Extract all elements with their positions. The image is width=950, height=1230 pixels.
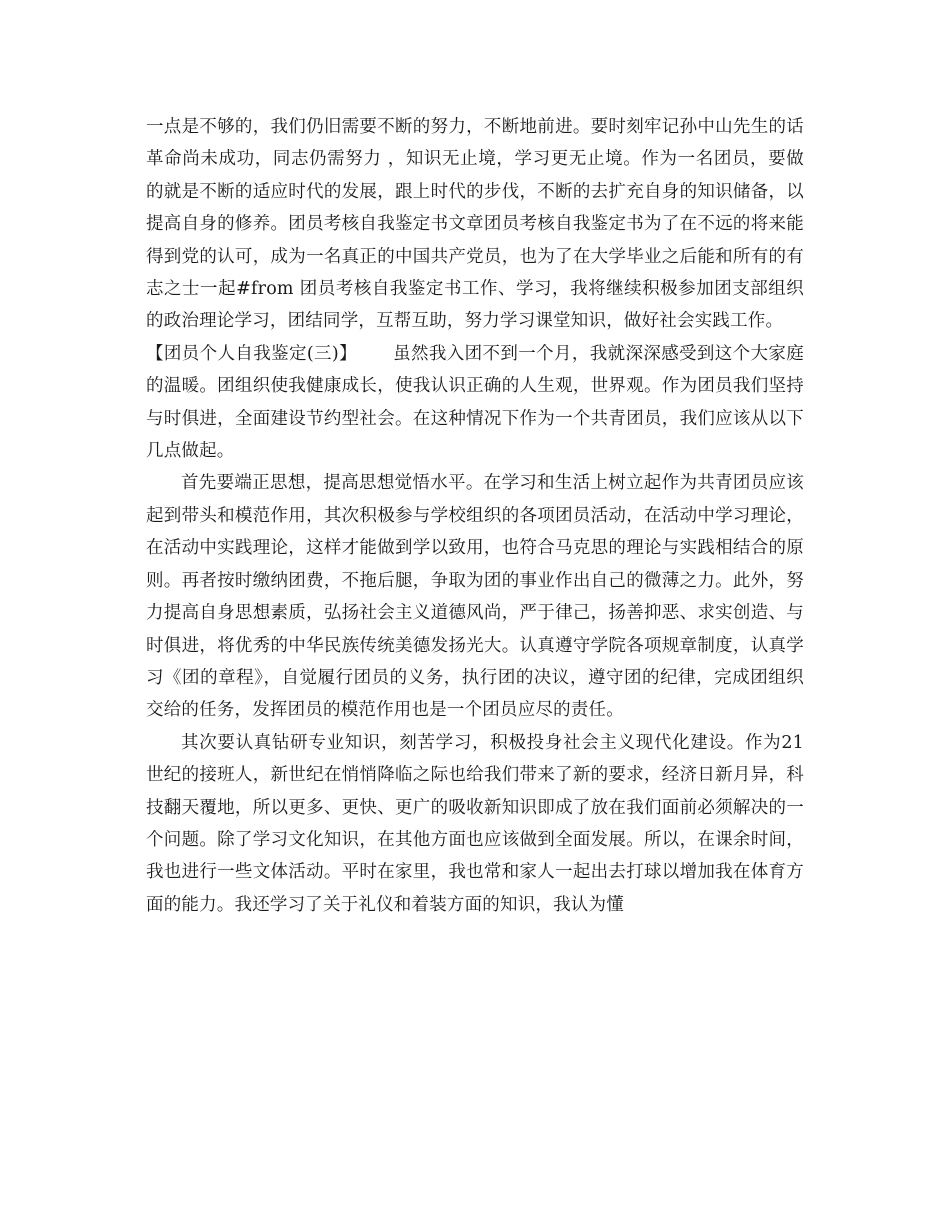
paragraph-2 [146, 338, 804, 468]
paragraph-4: 其次要认真钻研专业知识，刻苦学习，积极投身社会主义现代化建设。作为21世纪的接班人，新世纪在悄悄降临之际也给我们带来了新的要求，经济日新月异，科技翻天覆地，所以更多、更快、更广的吸收新知识即成了放在我们面前必须解决的一个问题。除了学习文化知识，在其他方面也应该做到全面发展。所以，在课余时间，我也进行一些文体活动。平时在家里，我也常和家人一起出去打球以增加我在体育方面的能力。我还学习了关于礼仪和着装方面的知识，我认为懂 [146, 732, 804, 915]
paragraph-3: 首先要端正思想，提高思想觉悟水平。在学习和生活上树立起作为共青团员应该起到带头和模范作用，其次积极参与学校组织的各项团员活动，在活动中学习理论，在活动中实践理论，这样才能做到学以致用，也符合马克思的理论与实践相结合的原则。再者按时缴纳团费，不拖后腿，争取为团的事业作出自己的微薄之力。此外，努力提高自身思想素质，弘扬社会主义道德风尚，严于律己，扬善抑恶、求实创造、与时俱进，将优秀的中华民族传统美德发扬光大。认真遵守学院各项规章制度，认真学习《团的章程》，自觉履行团员的义务，执行团的决议，遵守团的纪律，完成团组织交给的任务，发挥团员的模范作用也是一个团员应尽的责任。 [146, 473, 804, 721]
section-heading: 【团员个人自我鉴定(三)】 [146, 343, 357, 364]
paragraph-1: 一点是不够的，我们仍旧需要不断的努力，不断地前进。要时刻牢记孙中山先生的话 革命尚未成功，同志仍需努力 ，知识无止境，学习更无止境。作为一名团员，要做的就是不断的适应时代的发展，跟上时代的步伐，不断的去扩充自身的知识储备，以提高自身的修养。团员考核自我鉴定书文章团员考核自我鉴定书为了在不远的将来能得到党的认可，成为一名真正的中国共产党员，也为了在大学毕业之后能和所有的有志之士一起#from 团员考核自我鉴定书工作、学习，我将继续积极参加团支部组织的政治理论学习，团结同学，互帮互助，努力学习课堂知识，做好社会实践工作。 [146, 117, 804, 332]
paragraph-2-text: 虽然我入团不到一个月，我就深深感受到这个大家庭的温暖。团组织使我健康成长，使我认识正确的人生观，世界观。作为团员我们坚持与时俱进，全面建设节约型社会。在这种情况下作为一个共青团员，我们应该从以下几点做起。 [146, 343, 804, 462]
document-body [146, 111, 804, 921]
